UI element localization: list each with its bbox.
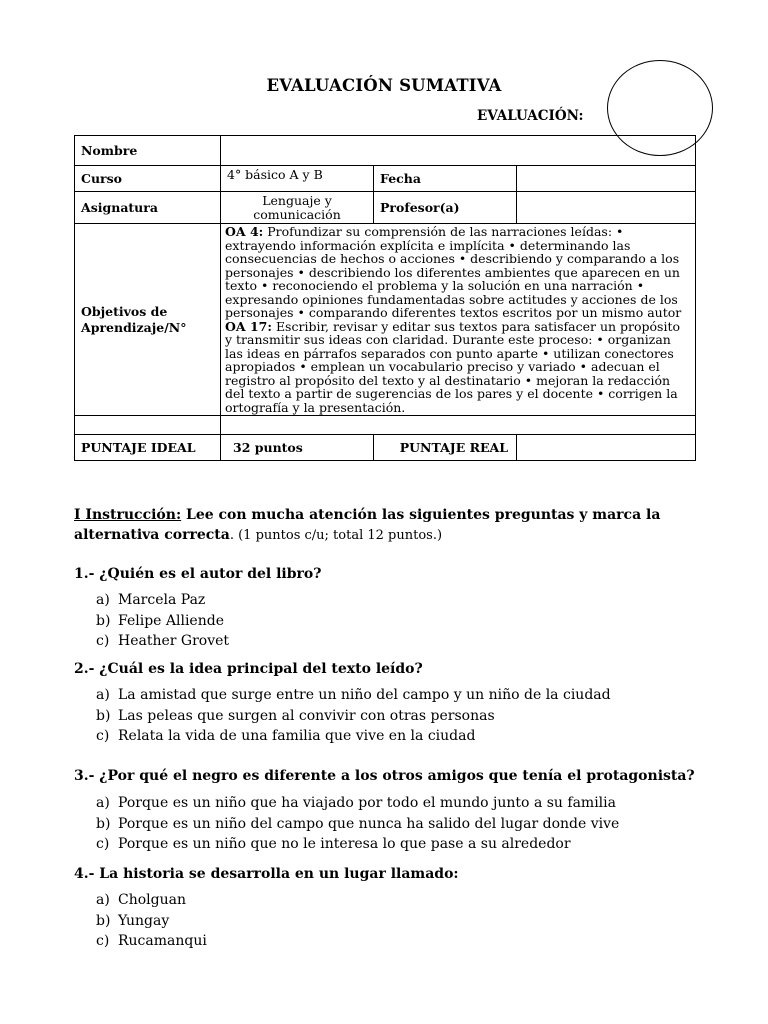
row-asignatura <box>75 192 696 224</box>
option-letter: b) <box>96 612 111 629</box>
row-nombre <box>75 136 696 166</box>
question-1-options <box>96 590 229 652</box>
oa4-text: Profundizar su comprensión de las narraciones leídas: • extrayendo información explícita e implícita • determinando las consecuencias de hechos o acciones • describiendo y comparando a los personajes • describiendo los diferentes ambientes que aparecen en un texto • reconociendo el problema y la solución en una narración • expresando opiniones fundamentadas sobre actitudes y acciones de los personajes • comparando diferentes textos escritos por un mismo autor <box>225 224 682 320</box>
oa17-text: Escribir, revisar y editar sus textos para satisfacer un propósito y transmitir sus ideas con claridad. Durante este proceso: • organizan las ideas en párrafos separados con punto aparte • utilizan conectores apropiados • emplean un vocabulario preciso y variado • adecuan el registro al propósito del texto y al destinatario • mejoran la redacción del texto a partir de sugerencias de los pares y el docente • corrigen la ortografía y la presentación. <box>225 318 681 415</box>
instruction-points: . (1 puntos c/u; total 12 puntos.) <box>229 528 443 543</box>
row-curso <box>75 166 696 192</box>
oa17-label: OA 17: <box>225 318 272 334</box>
fecha-label: Fecha <box>374 166 517 192</box>
profesor-label: Profesor(a) <box>374 192 517 224</box>
puntaje-real-label: PUNTAJE REAL <box>374 435 517 461</box>
question-2: 2.- ¿Cuál es la idea principal del texto leído? <box>74 661 423 677</box>
row-puntaje <box>75 435 696 461</box>
option-letter: c) <box>96 836 110 852</box>
empty-cell <box>221 416 696 435</box>
option-letter: b) <box>96 815 111 832</box>
option[interactable] <box>96 834 619 855</box>
fecha-field[interactable] <box>517 166 696 192</box>
option-text: Porque es un niño del campo que nunca ha salido del lugar donde vive <box>118 815 620 832</box>
option-text: Cholguan <box>118 892 186 908</box>
option[interactable] <box>96 911 207 932</box>
nombre-field[interactable] <box>221 136 696 166</box>
question-2-options <box>96 685 611 747</box>
option-letter: b) <box>96 707 111 724</box>
row-empty <box>75 416 696 435</box>
puntaje-real-field[interactable] <box>517 435 696 461</box>
option-text: Yungay <box>118 912 170 929</box>
option-letter: b) <box>96 912 111 929</box>
option-text: Relata la vida de una familia que vive en la ciudad <box>118 728 476 744</box>
option[interactable] <box>96 726 611 747</box>
option-text: Porque es un niño que no le interesa lo que pase a su alrededor <box>118 836 571 852</box>
option[interactable] <box>96 931 207 952</box>
option-text: Marcela Paz <box>118 592 206 608</box>
option-text: Felipe Alliende <box>118 612 224 629</box>
option[interactable] <box>96 631 229 652</box>
instruction-text: Lee con mucha atención las siguientes preguntas y marca la alternativa correcta <box>74 507 661 543</box>
objetivos-label: Objetivos de Aprendizaje/N° <box>75 224 221 416</box>
evaluacion-label: EVALUACIÓN: <box>477 108 584 124</box>
option-text: Rucamanqui <box>118 933 207 949</box>
option-letter: c) <box>96 633 110 649</box>
option-letter: c) <box>96 933 110 949</box>
profesor-field[interactable] <box>517 192 696 224</box>
option-text: Porque es un niño que ha viajado por todo el mundo junto a su familia <box>118 795 616 811</box>
curso-value: 4° básico A y B <box>221 166 374 192</box>
question-3: 3.- ¿Por qué el negro es diferente a los otros amigos que tenía el protagonista? <box>74 768 695 784</box>
instruction-label: I Instrucción: <box>74 507 182 523</box>
puntaje-ideal-label: PUNTAJE IDEAL <box>75 435 221 461</box>
instruction <box>74 505 724 546</box>
option[interactable] <box>96 590 229 611</box>
option-letter: a) <box>96 592 110 608</box>
option[interactable] <box>96 793 619 814</box>
objetivos-content <box>221 224 696 416</box>
option[interactable] <box>96 890 207 911</box>
option[interactable] <box>96 611 229 632</box>
asignatura-label: Asignatura <box>75 192 221 224</box>
option-letter: c) <box>96 728 110 744</box>
option[interactable] <box>96 685 611 706</box>
question-4-options <box>96 890 207 952</box>
empty-cell <box>75 416 221 435</box>
puntaje-ideal-value: 32 puntos <box>221 435 374 461</box>
question-3-options <box>96 793 619 855</box>
curso-label: Curso <box>75 166 221 192</box>
option[interactable] <box>96 706 611 727</box>
option-letter: a) <box>96 687 110 703</box>
asignatura-value: Lenguaje y comunicación <box>221 192 374 224</box>
info-table <box>74 135 696 461</box>
option-text: Las peleas que surgen al convivir con otras personas <box>118 707 495 724</box>
question-4: 4.- La historia se desarrolla en un lugar llamado: <box>74 866 459 882</box>
option-text: La amistad que surge entre un niño del campo y un niño de la ciudad <box>118 687 611 703</box>
oa4-label: OA 4: <box>225 224 264 239</box>
question-1: 1.- ¿Quién es el autor del libro? <box>74 566 322 582</box>
nombre-label: Nombre <box>75 136 221 166</box>
option-letter: a) <box>96 795 110 811</box>
option-text: Heather Grovet <box>118 633 230 649</box>
row-objetivos <box>75 224 696 416</box>
option[interactable] <box>96 814 619 835</box>
option-letter: a) <box>96 892 110 908</box>
page-title: EVALUACIÓN SUMATIVA <box>266 76 502 95</box>
